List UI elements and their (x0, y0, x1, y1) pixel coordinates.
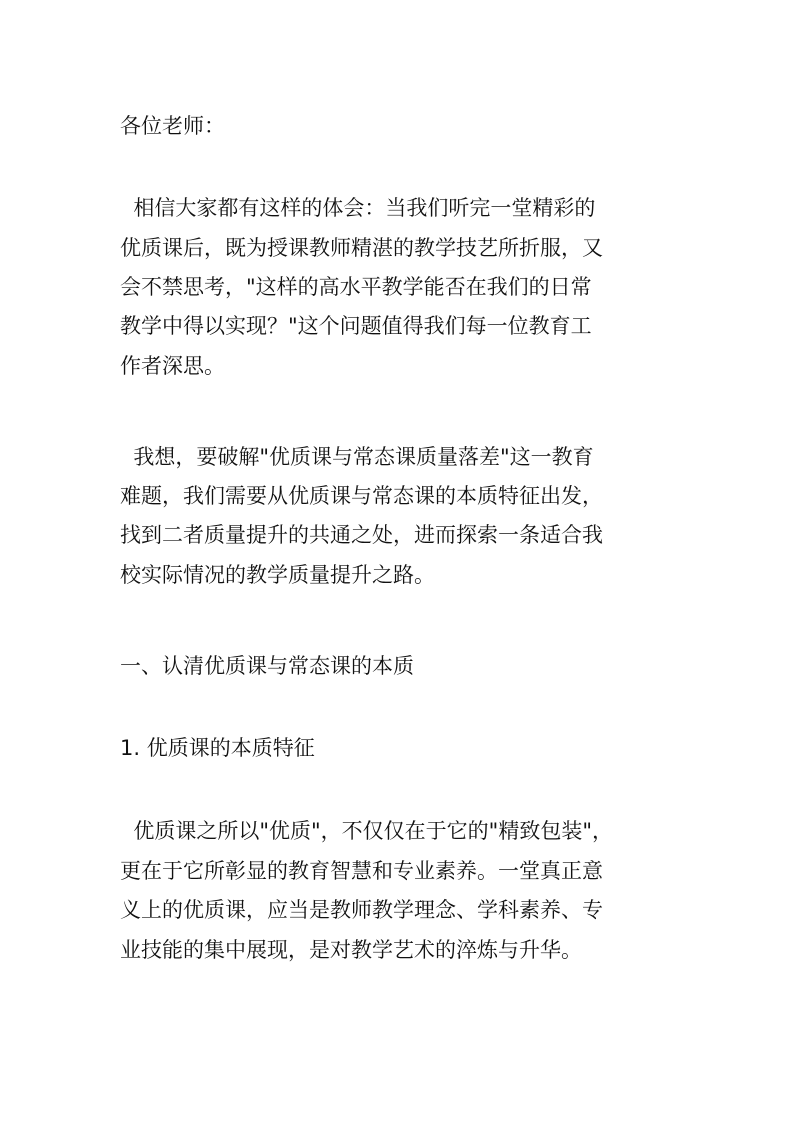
paragraph-line: 作者深思。 (120, 354, 225, 378)
paragraph-line: 校实际情况的教学质量提升之路。 (120, 563, 435, 587)
paragraph-line: 更在于它所彰显的教育智慧和专业素养。一堂真正意 (120, 859, 603, 883)
paragraph-line: 优质课之所以"优质"，不仅仅在于它的"精致包装"， (120, 819, 613, 843)
greeting: 各位老师： (120, 114, 225, 138)
paragraph-line: 会不禁思考，"这样的高水平教学能否在我们的日常 (120, 275, 592, 299)
paragraph-line: 优质课后，既为授课教师精湛的教学技艺所折服，又 (120, 236, 603, 260)
section-heading: 一、认清优质课与常态课的本质 (120, 654, 414, 678)
paragraph-line: 相信大家都有这样的体会：当我们听完一堂精彩的 (120, 196, 596, 220)
paragraph-line: 我想，要破解"优质课与常态课质量落差"这一教育 (120, 445, 594, 469)
paragraph-line: 教学中得以实现？"这个问题值得我们每一位教育工 (120, 314, 592, 338)
paragraph-line: 难题，我们需要从优质课与常态课的本质特征出发， (120, 484, 603, 508)
paragraph-line: 义上的优质课，应当是教师教学理念、学科素养、专 (120, 898, 603, 922)
subsection-heading: 1. 优质课的本质特征 (120, 736, 315, 760)
paragraph-line: 业技能的集中展现，是对教学艺术的淬炼与升华。 (120, 938, 582, 962)
paragraph-line: 找到二者质量提升的共通之处，进而探索一条适合我 (120, 523, 603, 547)
